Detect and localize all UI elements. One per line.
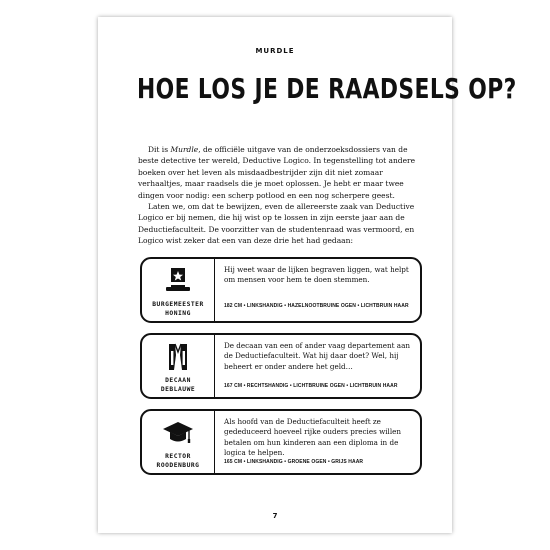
- top-hat-star-icon: [162, 265, 194, 297]
- suspect-description: Als hoofd van de Deductiefaculteit heeft ze gededuceerd hoeveel rijke ouders precies willen betalen om hun kinderen aan een diploma in de logica te helpen.: [224, 417, 402, 458]
- running-header: MURDLE: [255, 47, 295, 55]
- suspect-description: De decaan van een of ander vaag departement aan de Deductiefaculteit. Wat hij daar doet? Wel, hij beheert er onder andere het geld…: [224, 341, 411, 371]
- suspect-stats: 165 CM • LINKSHANDIG • GROENE OGEN • GRIJS HAAR: [224, 459, 364, 465]
- intro-paragraph-1: Dit is Murdle, de officiële uitgave van de onderzoeksdossiers van de beste detective ter wereld, Deductive Logico. In tegenstelling tot andere boeken over het leven als misdaadbestrijder zijn dit niet zomaar verhaaltjes, maar raadsels die je moet oplossen. Je hebt er maar twee dingen voor nodig: een scherp potlood en een nog scherpere geest.: [138, 145, 416, 200]
- suspect-name: DECAAN DEBLAUWE: [160, 377, 196, 393]
- suspect-description: Hij weet waar de lijken begraven liggen, wat helpt om mensen voor hem te doen stemmen.: [224, 265, 409, 285]
- book-name: Murdle: [170, 145, 199, 154]
- suspect-card-roodenburg: [140, 409, 422, 475]
- graduation-cap-icon: [162, 417, 194, 449]
- card-divider: [214, 335, 215, 397]
- suspect-stats: 167 CM • RECHTSHANDIG • LICHTBRUINE OGEN • LICHTBRUIN HAAR: [224, 383, 398, 389]
- suspect-stats: 182 CM • LINKSHANDIG • HAZELNOOTBRUINE OGEN • LICHTBRUIN HAAR: [224, 303, 409, 309]
- suspect-name: BURGEMEESTER HONING: [152, 301, 204, 317]
- card-divider: [214, 259, 215, 321]
- academic-robe-icon: [162, 341, 194, 373]
- intro-text: [138, 144, 420, 247]
- page-title: HOE LOS JE DE RAADSELS OP?: [136, 72, 517, 105]
- book-page: [98, 17, 517, 533]
- page-number: 7: [272, 512, 278, 520]
- card-divider: [214, 411, 215, 473]
- suspect-name: RECTOR ROODENBURG: [156, 453, 200, 469]
- intro-paragraph-2: Laten we, om dat te bewijzen, even de allereerste zaak van Deductive Logico er bij nemen, die hij wist op te lossen in zijn eerste jaar aan de Deductiefaculteit. De voorzitter van de studentenraad was vermoord, en Logico wist zeker dat een van deze drie het had gedaan:: [138, 202, 415, 246]
- suspect-card-honing: [140, 257, 422, 323]
- suspect-card-deblauwe: [140, 333, 422, 399]
